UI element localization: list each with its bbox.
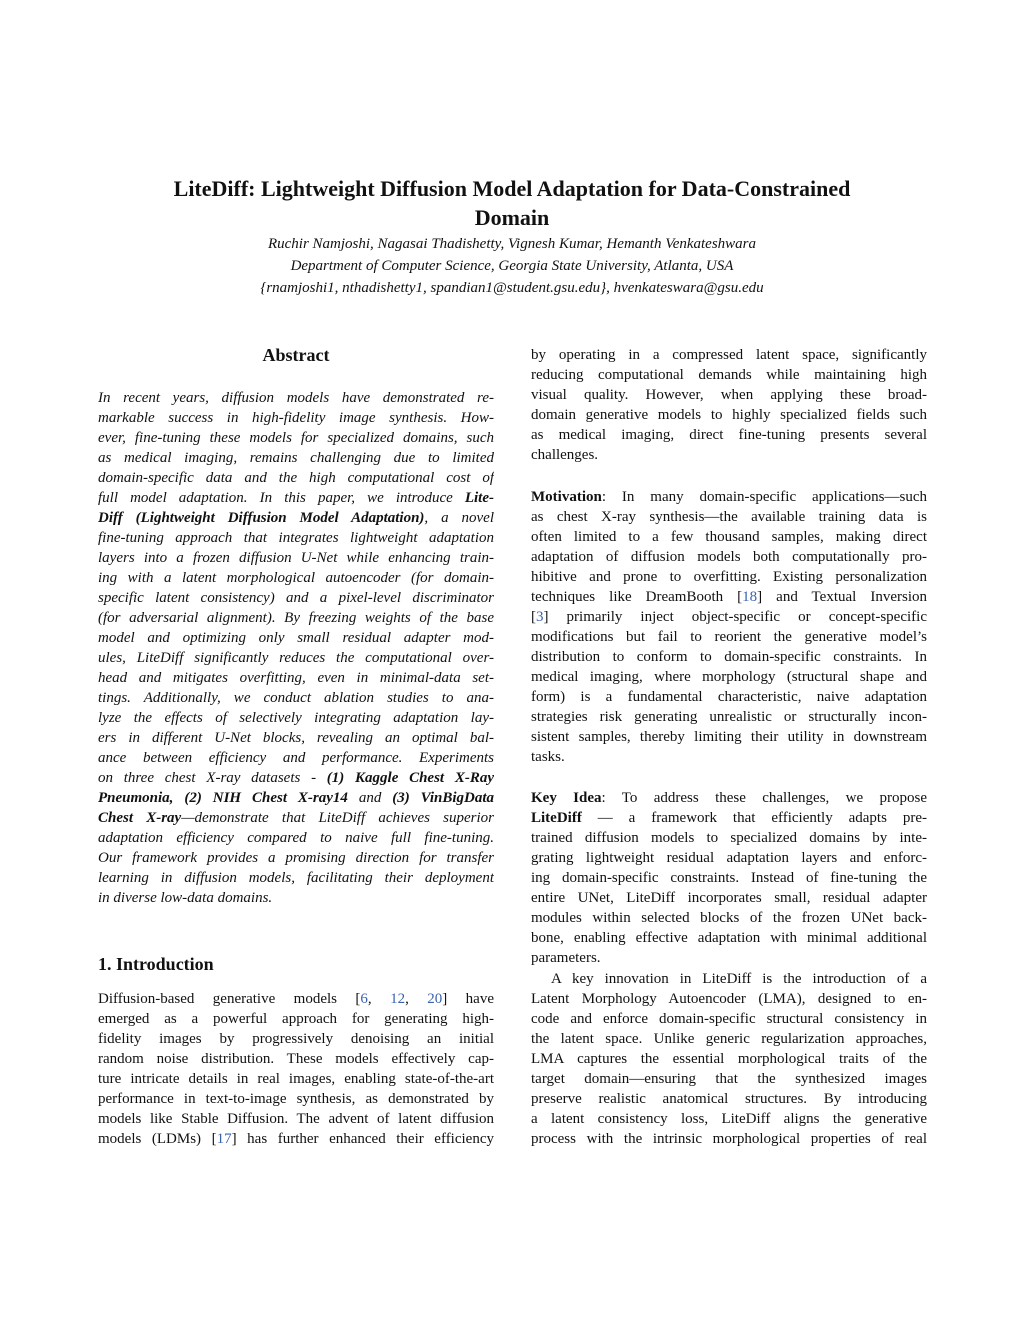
right-column-p1 xyxy=(531,345,927,465)
abstract-line xyxy=(98,508,494,528)
abstract-line xyxy=(98,788,494,808)
author-list: Ruchir Namjoshi, Nagasai Thadishetty, Vignesh Kumar, Hemanth Venkateshwara xyxy=(267,236,757,252)
body-line: strategies risk generating unrealistic or structurally incon- xyxy=(531,709,927,725)
body-line: distribution to conform to domain-specific constraints. In xyxy=(531,649,927,665)
dataset-name: Pneumonia, (2) NIH Chest X-ray14 xyxy=(98,790,348,806)
abstract-line: ers in different U-Net blocks, revealing an optimal bal- xyxy=(98,730,494,746)
intro-line: models like Stable Diffusion. The advent of latent diffusion xyxy=(98,1111,494,1127)
body-line: A key innovation in LiteDiff is the introduction of a xyxy=(551,971,927,987)
body-line: modifications but fail to reorient the generative model’s xyxy=(531,629,927,645)
abstract-line xyxy=(98,768,494,788)
abstract-text: full model adaptation. In this paper, we introduce xyxy=(98,490,465,506)
affiliation: Department of Computer Science, Georgia State University, Atlanta, USA xyxy=(290,258,734,274)
motivation-paragraph xyxy=(531,487,927,767)
body-line: a latent consistency loss, LiteDiff aligns the generative xyxy=(531,1111,927,1127)
body-line: the latent space. Unlike generic regularization approaches, xyxy=(531,1031,927,1047)
dataset-name: (1) Kaggle Chest X-Ray xyxy=(326,770,494,786)
body-line: tasks. xyxy=(531,749,565,765)
abstract-line: learning in diffusion models, facilitating their deployment xyxy=(98,870,494,886)
abstract-line: model and optimizing only small residual adapter mod- xyxy=(98,630,494,646)
body-line: bone, enabling effective adaptation with minimal additional xyxy=(531,930,927,946)
abstract-line: tings. Additionally, we conduct ablation studies to ana- xyxy=(98,690,494,706)
abstract-line: in diverse low-data domains. xyxy=(98,890,273,906)
body-line xyxy=(531,808,927,828)
abstract-line: ance between efficiency and performance. Experiments xyxy=(98,750,494,766)
intro-text: , xyxy=(405,991,428,1007)
body-line: Latent Morphology Autoencoder (LMA), designed to en- xyxy=(531,991,927,1007)
body-line: form) is a fundamental characteristic, naive adaptation xyxy=(531,689,927,705)
abstract-text: —demonstrate that LiteDiff achieves superior xyxy=(181,810,494,826)
body-text: — a framework that efficiently adapts pre- xyxy=(581,810,927,826)
body-line: challenges. xyxy=(531,447,599,463)
body-line: process with the intrinsic morphological properties of real xyxy=(531,1131,927,1147)
intro-text: ] has further enhanced their efficiency xyxy=(231,1131,494,1147)
body-text: : To address these challenges, we propose xyxy=(601,790,927,806)
motivation-label: Motivation xyxy=(531,489,602,505)
abstract-line: ules, LiteDiff significantly reduces the computational over- xyxy=(98,650,494,666)
body-line: LMA captures the essential morphological traits of the xyxy=(531,1051,927,1067)
abstract-line: domain-specific data and the high computational cost of xyxy=(98,470,494,486)
body-line: entire UNet, LiteDiff incorporates small, residual adapter xyxy=(531,890,927,906)
paper-title-line-2: Domain xyxy=(474,205,550,230)
abstract-line: layers into a frozen diffusion U-Net while enhancing train- xyxy=(98,550,494,566)
litediff-name: Lite- xyxy=(464,490,494,506)
body-line xyxy=(531,788,927,808)
litediff-name: Diff (Lightweight Diffusion Model Adaptation) xyxy=(98,510,425,526)
dataset-name: Chest X-ray xyxy=(98,810,182,826)
paper-title-line-1: LiteDiff: Lightweight Diffusion Model Adaptation for Data-Constrained xyxy=(173,176,851,201)
body-line: as medical imaging, direct fine-tuning presents several xyxy=(531,427,927,443)
intro-line: ture intricate details in real images, enabling state-of-the-art xyxy=(98,1071,494,1087)
intro-line xyxy=(98,1129,494,1149)
dataset-name: (3) VinBigData xyxy=(392,790,494,806)
citation-link[interactable]: 3 xyxy=(536,609,544,625)
introduction-heading: 1. Introduction xyxy=(98,954,214,974)
body-text: ] and Textual Inversion xyxy=(757,589,927,605)
abstract-line: In recent years, diffusion models have demonstrated re- xyxy=(98,390,494,406)
abstract-line: ever, fine-tuning these models for specialized domains, such xyxy=(98,430,494,446)
intro-text: , xyxy=(367,991,391,1007)
abstract-line: (for adversarial alignment). By freezing weights of the base xyxy=(98,610,494,626)
abstract-text: , a novel xyxy=(424,510,494,526)
body-line: trained diffusion models to specialized domains by inte- xyxy=(531,830,927,846)
body-line: as chest X-ray synthesis—the available training data is xyxy=(531,509,927,525)
lma-paragraph xyxy=(531,969,927,1149)
abstract-line xyxy=(98,488,494,508)
intro-line: fidelity images by progressively denoising an initial xyxy=(98,1031,494,1047)
citation-link[interactable]: 12 xyxy=(390,991,406,1007)
intro-text: ] have xyxy=(442,991,494,1007)
body-line: target domain—ensuring that the synthesized images xyxy=(531,1071,927,1087)
citation-link[interactable]: 18 xyxy=(742,589,758,605)
abstract-body xyxy=(98,388,494,908)
intro-line: random noise distribution. These models effectively cap- xyxy=(98,1051,494,1067)
intro-line xyxy=(98,989,494,1009)
abstract-line: ing with a latent morphological autoencoder (for domain- xyxy=(98,570,494,586)
abstract-line: specific latent consistency) and a pixel-level discriminator xyxy=(98,590,494,606)
body-text: [ xyxy=(531,609,536,625)
abstract-line xyxy=(98,808,494,828)
abstract-line: adaptation efficiency compared to naive full fine-tuning. xyxy=(98,830,494,846)
introduction-body xyxy=(98,989,494,1149)
abstract-line: head and mitigates overfitting, even in minimal-data set- xyxy=(98,670,494,686)
abstract-heading: Abstract xyxy=(262,345,330,365)
body-line: medical imaging, where morphology (structural shape and xyxy=(531,669,927,685)
citation-link[interactable]: 17 xyxy=(216,1131,232,1147)
body-text: techniques like DreamBooth [ xyxy=(531,589,743,605)
abstract-line: markable success in high-fidelity image synthesis. How- xyxy=(98,410,494,426)
citation-link[interactable]: 6 xyxy=(360,991,368,1007)
body-line: often limited to a few thousand samples, making direct xyxy=(531,529,927,545)
body-line: modules within selected blocks of the frozen UNet back- xyxy=(531,910,927,926)
body-line: ing domain-specific constraints. Instead of fine-tuning the xyxy=(531,870,927,886)
intro-text: Diffusion-based generative models [ xyxy=(98,991,361,1007)
body-line: domain generative models to highly specialized fields such xyxy=(531,407,927,423)
body-line xyxy=(531,607,927,627)
body-line: parameters. xyxy=(531,950,601,966)
body-line: by operating in a compressed latent space, significantly xyxy=(531,347,927,363)
body-line: visual quality. However, when applying these broad- xyxy=(531,387,927,403)
email-list: {rnamjoshi1, nthadishetty1, spandian1@student.gsu.edu}, hvenkateswara@gsu.edu xyxy=(260,280,764,296)
abstract-text: and xyxy=(347,790,393,806)
abstract-text: on three chest X-ray datasets - xyxy=(98,770,327,786)
body-text: ] primarily inject object-specific or concept-specific xyxy=(543,609,927,625)
body-line: hibitive and prone to overfitting. Existing personalization xyxy=(531,569,927,585)
abstract-line: Our framework provides a promising direction for transfer xyxy=(98,850,494,866)
key-idea-paragraph xyxy=(531,788,927,968)
body-line xyxy=(531,487,927,507)
body-line: preserve realistic anatomical structures. By introducing xyxy=(531,1091,927,1107)
abstract-line: as medical imaging, remains challenging due to limited xyxy=(98,450,494,466)
body-line: grating lightweight residual adaptation layers and enforc- xyxy=(531,850,927,866)
body-text: : In many domain-specific applications—such xyxy=(601,489,927,505)
body-line: code and enforce domain-specific structural consistency in xyxy=(531,1011,927,1027)
abstract-line: lyze the effects of selectively integrating adaptation lay- xyxy=(98,710,494,726)
abstract-line: fine-tuning approach that integrates lightweight adaptation xyxy=(98,530,494,546)
body-line xyxy=(531,587,927,607)
intro-text: models (LDMs) [ xyxy=(98,1131,217,1147)
intro-line: performance in text-to-image synthesis, as demonstrated by xyxy=(98,1091,494,1107)
litediff-name: LiteDiff xyxy=(531,810,582,826)
body-line: sistent samples, thereby limiting their utility in downstream xyxy=(531,729,927,745)
body-line: reducing computational demands while maintaining high xyxy=(531,367,927,383)
citation-link[interactable]: 20 xyxy=(427,991,443,1007)
body-line: adaptation of diffusion models both computationally pro- xyxy=(531,549,927,565)
intro-line: emerged as a powerful approach for generating high- xyxy=(98,1011,494,1027)
key-idea-label: Key Idea xyxy=(531,790,602,806)
